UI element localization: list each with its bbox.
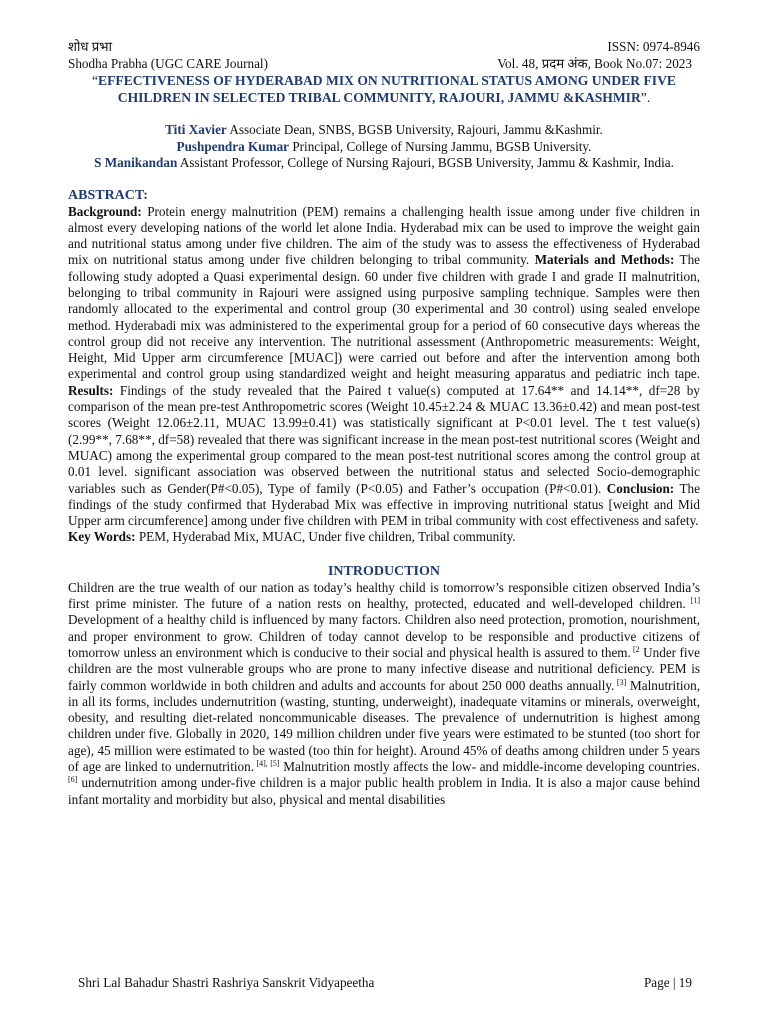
author-name: Pushpendra Kumar [176, 138, 290, 154]
author-line [68, 139, 700, 156]
abstract-heading: ABSTRACT: [68, 187, 148, 203]
conclusion-label: Conclusion: [606, 480, 675, 496]
keywords-text: PEM, Hyderabad Mix, MUAC, Under five children, Tribal community. [135, 529, 516, 545]
intro-text: Development of a healthy child is influenced by many factors. Children also need protection, promotion, nourishment, and proper environment to grow. Children of today cannot develop to be responsible and productive citizens of tomorrow unless an environment which is conducive to their social and physical health is assured to them. [68, 612, 700, 660]
methods-text: The following study adopted a Quasi experimental design. 60 under five children with grade I and grade II malnutrition, belonging to tribal community in Rajouri were assigned using purposive sampling technique. Samples were then randomly allocated to the experimental and control group (30 experimental and 30 control) using sealed envelope method. Hyderabadi mix was administered to the experimental group for a period of 60 consecutive days whereas the control group did not receive any intervention. The nutritional assessment (Anthropometric measurements: Weight, Height, Mid Upper arm circumference [MUAC]) were carried out before and after the intervention among both experimental and control group using standardized weight and height measuring apparatus and pediatric inch tape. [68, 252, 701, 382]
journal-name: Shodha Prabha (UGC CARE Journal) [68, 56, 268, 71]
journal-hindi-name: शोध प्रभा [68, 39, 112, 54]
citation-ref: [1] [685, 596, 700, 606]
keywords [68, 529, 700, 545]
author-list [68, 122, 700, 172]
citation-ref: [2 [630, 644, 640, 654]
intro-text: Malnutrition mostly affects the low- and middle-income developing countries. [279, 759, 700, 774]
footer-institution: Shri Lal Bahadur Shastri Rashriya Sanskrit Vidyapeetha [78, 975, 375, 990]
author-line [68, 122, 700, 139]
author-name: S Manikandan [94, 155, 178, 170]
conclusion-text: The findings of the study confirmed that Hyderabad Mix was effective in improving nutritional status [weight and Mid Upper arm circumference] among under five children with PEM in tribal community with cost effectiveness and safety. [68, 480, 700, 529]
author-affiliation: Principal, College of Nursing Jammu, BGSB University. [289, 138, 592, 154]
running-header [68, 38, 700, 72]
intro-text: Malnutrition, in all its forms, includes undernutrition (wasting, stunting, underweight), inadequate vitamins or minerals, overweight, obesity, and resulting diet-related noncommunicable diseases. The prevalence of undernutrition is highest among children under five. Globally in 2020, 149 million children under five years were estimated to be stunted (too short for age), 45 million were estimated to be wasted (too thin for height). Around 45% of deaths among children under 5 years of age are linked to undernutrition. [68, 677, 701, 774]
citation-ref: [4], [5] [254, 759, 280, 768]
citation-ref: [3] [614, 677, 627, 687]
paper-title [68, 72, 700, 106]
introduction-body [68, 580, 700, 808]
intro-text: undernutrition among under-five children is a major public health problem in India. It is also a major cause behind infant mortality and morbidity but also, physical and mental disabilities [68, 775, 700, 807]
keywords-label: Key Words: [68, 529, 136, 545]
background-text: Protein energy malnutrition (PEM) remains a challenging health issue among under five children in almost every developing nations of the world let alone India. Hyderabad mix can be used to improve the weight gain and nutritional status among under five children. The aim of the study was to assess the effectiveness of Hyderabad mix on nutritional status among under five children belonging to tribal community. [68, 203, 700, 268]
title-close-quote: ”. [640, 90, 651, 105]
abstract-body [68, 204, 700, 530]
author-line [68, 155, 700, 172]
author-affiliation: Assistant Professor, College of Nursing Rajouri, BGSB University, Jammu & Kashmir, India. [177, 155, 674, 170]
intro-text: Children are the true wealth of our nation as today’s healthy child is tomorrow’s responsible citizen observed India’s first prime minister. The future of a nation rests on healthy, protected, educated and well-developed children. [68, 579, 700, 612]
volume-info: Vol. 48, प्रदम अंक, Book No.07: 2023 [497, 56, 692, 71]
citation-ref: [6] [68, 775, 78, 785]
methods-label: Materials and Methods: [534, 252, 675, 268]
results-label: Results: [68, 382, 114, 398]
intro-text: Under five children are the most vulnerable groups who are prone to many infective disease and nutritional deficiency. PEM is fairly common worldwide in both children and adults and accounts for about 250 000 deaths annually. [68, 644, 700, 693]
background-label: Background: [68, 203, 142, 219]
results-text: Findings of the study revealed that the Paired t value(s) computed at 17.64** and 14.14**, df=28 by comparison of the mean pre-test Anthropometric scores (Weight 10.45±2.24 & MUAC 13.36±0.42) and mean post-test scores (Weight 12.06±2.11, MUAC 13.99±0.41) was statistically significant at P<0.01 level. The t test value(s) (2.99**, 7.68**, df=58) revealed that there was significant increase in the mean post-test nutritional scores (Weight and MUAC) among the experimental group compared to the mean post-test nutritional scores among the control group at 0.01 level. significant association was observed between the nutritional status and selected Socio-demographic variables such as Gender(P#<0.05), Type of family (P<0.05) and Father’s occupation (P#<0.01). [68, 382, 700, 496]
title-open-quote: “ [92, 73, 99, 88]
author-name: Titi Xavier [165, 122, 227, 137]
introduction-heading: INTRODUCTION [327, 563, 440, 579]
title-text: EFFECTIVENESS OF HYDERABAD MIX ON NUTRITIONAL STATUS AMONG UNDER FIVE CHILDREN IN SELECTED TRIBAL COMMUNITY, RAJOURI, JAMMU &KASHMIR [98, 73, 676, 105]
author-affiliation: Associate Dean, SNBS, BGSB University, Rajouri, Jammu &Kashmir. [226, 122, 603, 137]
page-number: Page | 19 [643, 975, 692, 990]
issn: ISSN: 0974-8946 [607, 39, 700, 54]
document-page [68, 38, 700, 808]
